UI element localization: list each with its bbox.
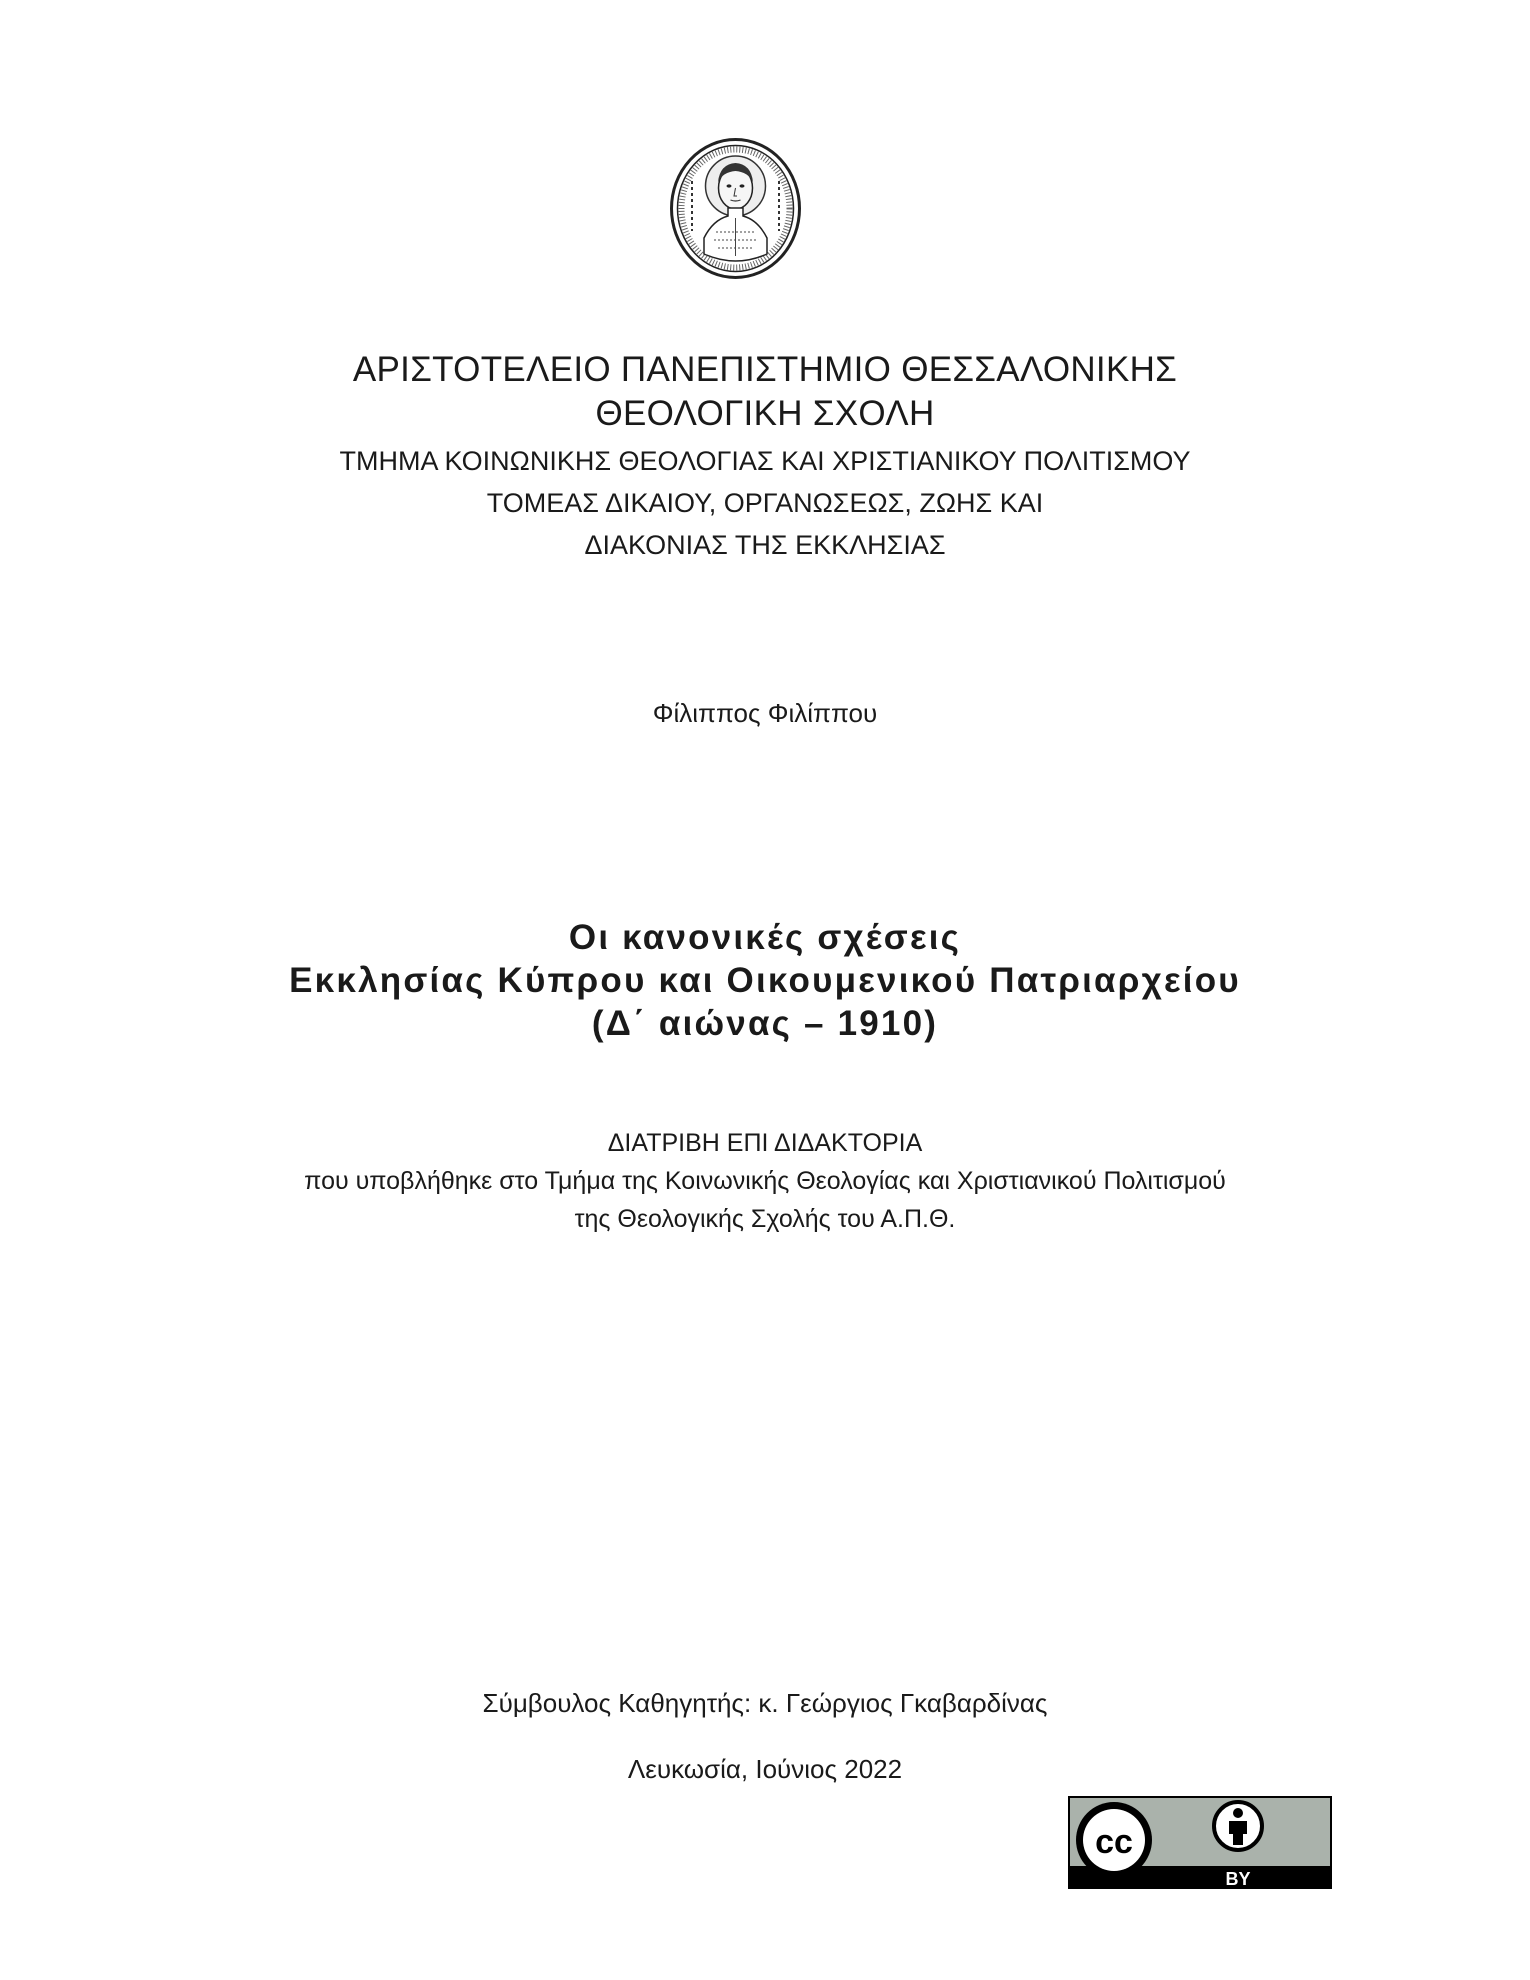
place-date: Λευκωσία, Ιούνιος 2022 xyxy=(627,1754,903,1784)
university-name: ΑΡΙΣΤΟΤΕΛΕΙΟ ΠΑΝΕΠΙΣΤΗΜΙΟ ΘΕΣΣΑΛΟΝΙΚΗΣ xyxy=(352,350,1178,389)
creative-commons-by-icon xyxy=(1068,1796,1332,1889)
thesis-description xyxy=(0,1124,1530,1238)
place-date-section xyxy=(0,1752,1530,1786)
advisor-name: Σύμβουλος Καθηγητής: κ. Γεώργιος Γκαβαρδίνας xyxy=(482,1688,1048,1718)
author-section xyxy=(0,696,1530,730)
thesis-submission-line1: που υποβλήθηκε στο Τμήμα της Κοινωνικής Θεολογίας και Χριστιανικού Πολιτισμού xyxy=(304,1167,1226,1195)
department-name: ΤΜΗΜΑ ΚΟΙΝΩΝΙΚΗΣ ΘΕΟΛΟΓΙΑΣ ΚΑΙ ΧΡΙΣΤΙΑΝΙΚΟΥ ΠΟΛΙΤΙΣΜΟΥ xyxy=(339,446,1191,476)
sector-name-line2: ΔΙΑΚΟΝΙΑΣ ΤΗΣ ΕΚΚΛΗΣΙΑΣ xyxy=(584,530,946,560)
institution-header xyxy=(0,348,1530,566)
title-line-3: (Δ΄ αιώνας – 1910) xyxy=(591,1004,939,1043)
thesis-title xyxy=(0,916,1530,1045)
author-name: Φίλιππος Φιλίππου xyxy=(652,698,878,728)
cc-text: cc xyxy=(1095,1823,1133,1861)
advisor-section xyxy=(0,1686,1530,1720)
title-line-2: Εκκλησίας Κύπρου και Οικουμενικού Πατριαρχείου xyxy=(289,961,1241,1000)
title-line-1: Οι κανονικές σχέσεις xyxy=(568,918,962,957)
thesis-submission-line2: της Θεολογικής Σχολής του Α.Π.Θ. xyxy=(574,1205,956,1233)
by-text: BY xyxy=(1225,1869,1251,1889)
school-name: ΘΕΟΛΟΓΙΚΗ ΣΧΟΛΗ xyxy=(595,394,935,433)
thesis-type: ΔΙΑΤΡΙΒΗ ΕΠΙ ΔΙΔΑΚΤΟΡΙΑ xyxy=(607,1129,923,1157)
university-seal-icon xyxy=(668,136,803,281)
sector-name-line1: ΤΟΜΕΑΣ ΔΙΚΑΙΟΥ, ΟΡΓΑΝΩΣΕΩΣ, ΖΩΗΣ ΚΑΙ xyxy=(486,488,1044,518)
